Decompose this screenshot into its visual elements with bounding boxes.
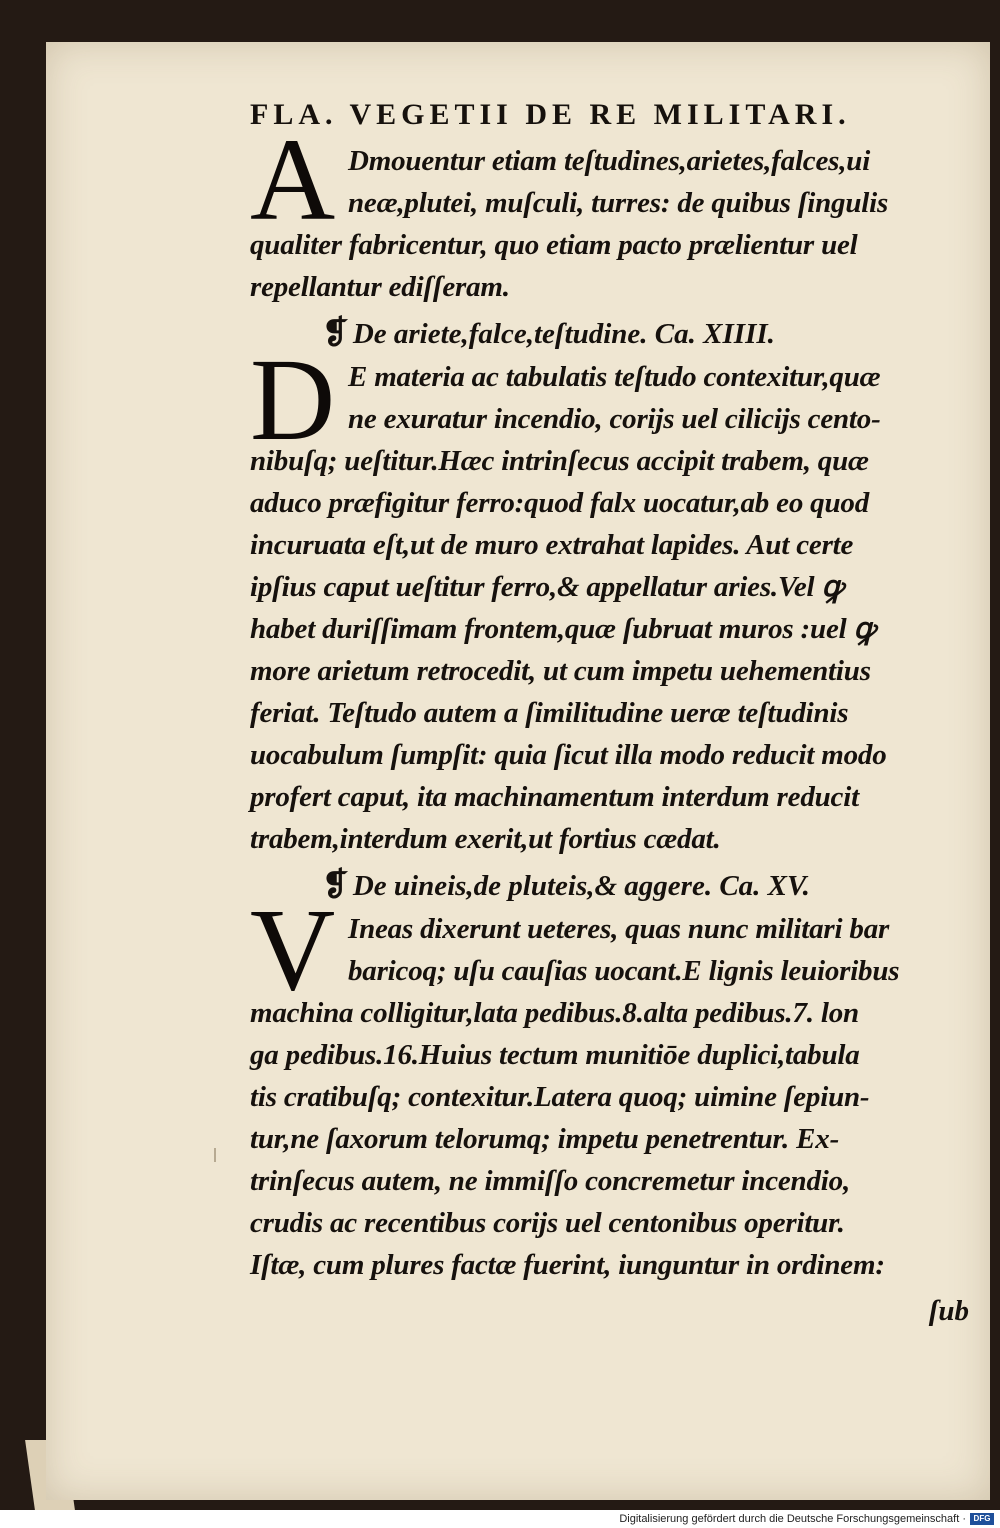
text-line: nibuſq; ueſtitur.Hæc intrinſecus accipit trabem, quæ <box>250 445 869 477</box>
text-line: Dmouentur etiam teſtudines,arietes,falces,ui <box>348 145 871 177</box>
text-line: incuruata eſt,ut de muro extrahat lapides. Aut certe <box>250 529 854 561</box>
text-line: feriat. Teſtudo autem a ſimilitudine ueræ teſtudinis <box>250 697 849 729</box>
text-line: repellantur ediſſeram. <box>250 271 510 303</box>
text-line: trabem,interdum exerit,ut fortius cædat. <box>250 823 721 855</box>
text-line: ipſius caput ueſtitur ferro,& appellatur aries.Vel ꝙ <box>250 571 844 603</box>
text-line: tur,ne ſaxorum telorumq; impetu penetrentur. Ex- <box>250 1123 840 1155</box>
text-line: habet duriſſimam frontem,quæ ſubruat muros :uel ꝙ <box>250 613 876 645</box>
funding-notice: Digitalisierung gefördert durch die Deutsche Forschungsgemeinschaft · <box>619 1513 966 1525</box>
text-line: more arietum retrocedit, ut cum impetu uehementius <box>250 655 871 687</box>
dropcap: A <box>250 114 336 245</box>
dropcap: V <box>250 884 336 1015</box>
margin-mark <box>214 1148 216 1162</box>
chapter-heading-text: De ariete,falce,teſtudine. Ca. XIIII. <box>352 318 775 350</box>
chapter-heading <box>250 308 975 356</box>
chapter-heading <box>250 860 975 908</box>
text-line: tis cratibuſq; contexitur.Latera quoq; uimine ſepiun- <box>250 1081 870 1113</box>
chapter-heading-text: De uineis,de pluteis,& aggere. Ca. XV. <box>352 870 810 902</box>
pilcrow-icon: ❡ <box>322 866 349 902</box>
text-line: trinſecus autem, ne immiſſo concremetur incendio, <box>250 1165 850 1197</box>
text-line: Iſtæ, cum plures factæ fuerint, iunguntur in ordinem: <box>250 1249 885 1281</box>
text-line: E materia ac tabulatis teſtudo contexitur,quæ <box>348 361 881 393</box>
text-line: ne exuratur incendio, corijs uel cilicijs cento- <box>348 403 881 435</box>
text-line: Ineas dixerunt ueteres, quas nunc militari bar <box>348 913 890 945</box>
text-line: qualiter fabricentur, quo etiam pacto prælientur uel <box>250 229 858 261</box>
text-line: uocabulum ſumpſit: quia ſicut illa modo reducit modo <box>250 739 887 771</box>
dropcap: D <box>250 334 336 465</box>
text-line: baricoq; uſu cauſias uocant.E lignis leuioribus <box>348 955 900 987</box>
text-line: neæ,plutei, muſculi, turres: de quibus ſingulis <box>348 187 889 219</box>
text-line: machina colligitur,lata pedibus.8.alta pedibus.7. lon <box>250 997 859 1029</box>
text-line: profert caput, ita machinamentum interdum reducit <box>250 781 859 813</box>
catchword: ſub <box>928 1295 969 1327</box>
footer-bar <box>0 1510 1000 1528</box>
text-line: ga pedibus.16.Huius tectum munitiōe duplici,tabula <box>250 1039 860 1071</box>
pilcrow-icon: ❡ <box>322 314 349 350</box>
page-text <box>250 90 975 1336</box>
text-line: aduco præfigitur ferro:quod falx uocatur,ab eo quod <box>250 487 869 519</box>
dfg-logo-icon: DFG <box>970 1513 994 1525</box>
text-line: crudis ac recentibus corijs uel centonibus operitur. <box>250 1207 845 1239</box>
running-head: FLA. VEGETII DE RE MILITARI. <box>250 98 851 131</box>
